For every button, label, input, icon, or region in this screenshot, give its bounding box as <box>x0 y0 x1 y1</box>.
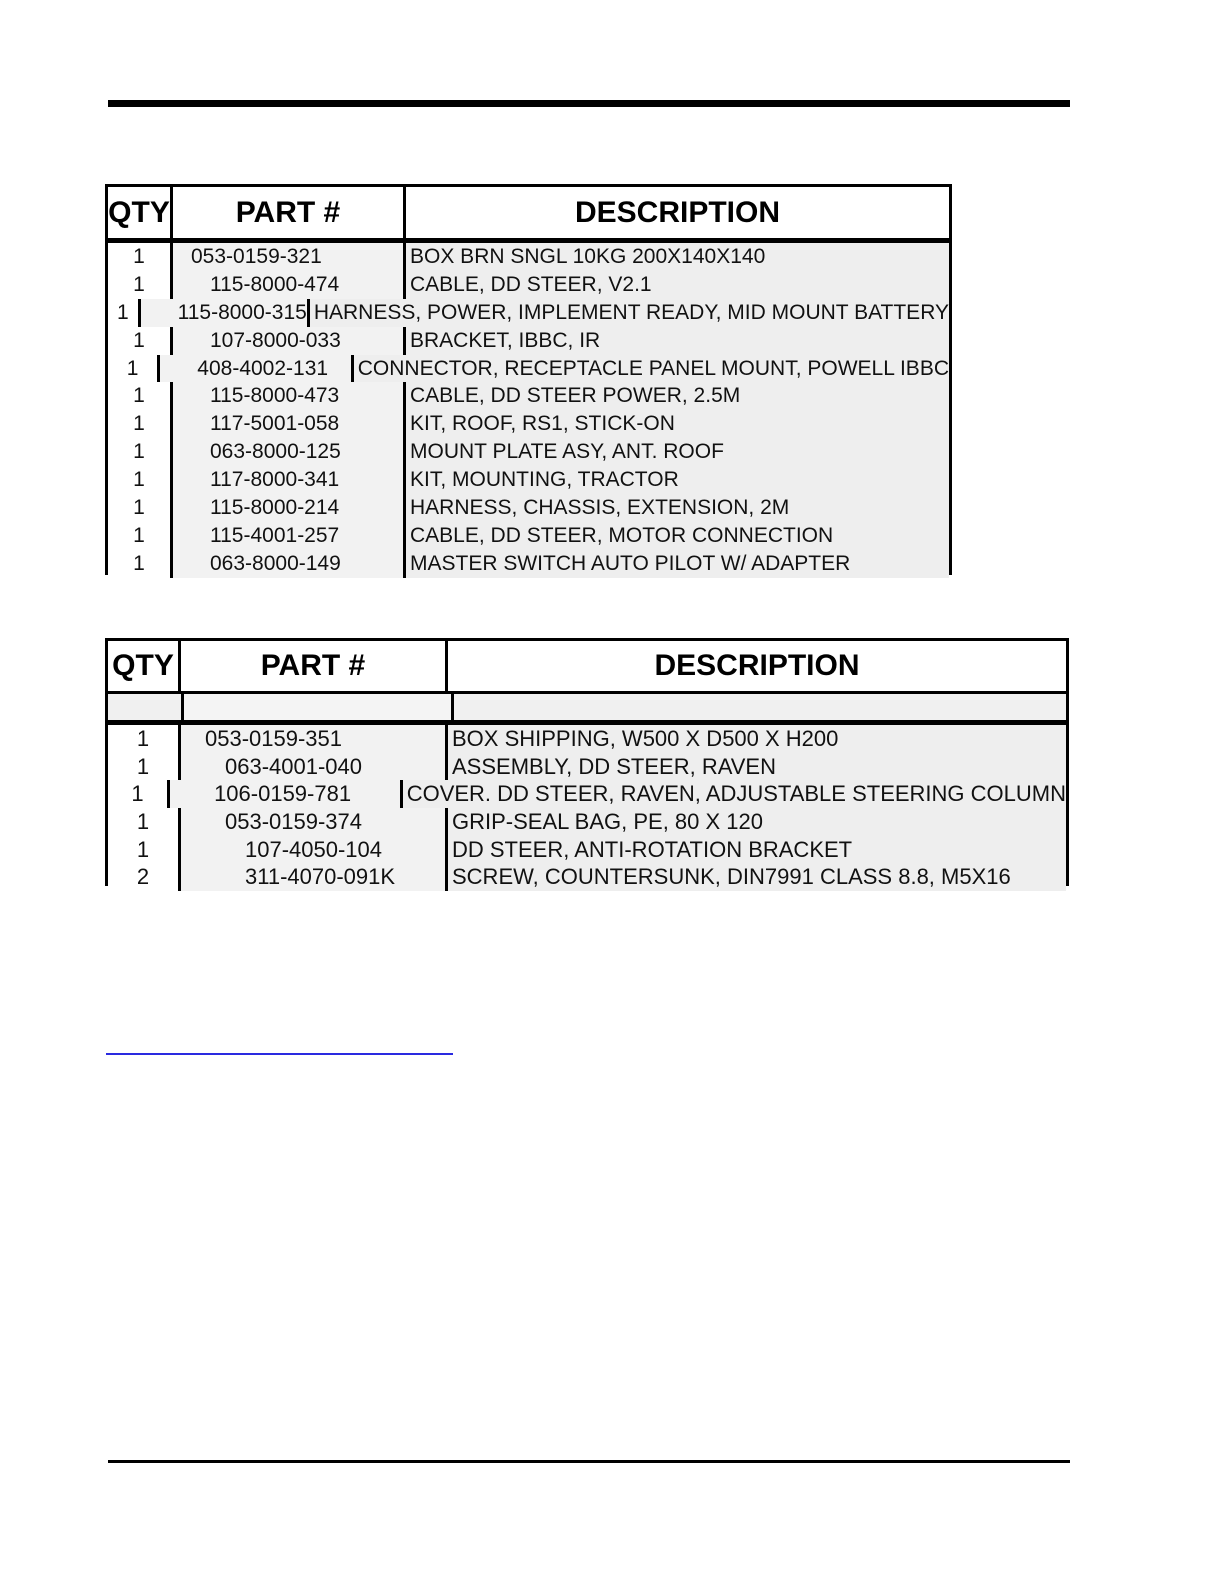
description-header: DESCRIPTION <box>406 187 949 238</box>
qty-cell: 2 <box>108 863 181 891</box>
description-cell: GRIP-SEAL BAG, PE, 80 X 120 <box>448 808 1066 836</box>
part-number-cell: 107-4050-104 <box>181 836 448 864</box>
part-header: PART # <box>181 641 448 691</box>
qty-cell: 1 <box>108 299 141 327</box>
description-cell: SCREW, COUNTERSUNK, DIN7991 CLASS 8.8, M5X16 <box>448 863 1066 891</box>
part-number-cell: 117-5001-058 <box>173 410 406 438</box>
description-cell: CABLE, DD STEER, MOTOR CONNECTION <box>406 522 949 550</box>
part-number-cell: 117-8000-341 <box>173 466 406 494</box>
part-number-cell: 107-8000-033 <box>173 327 406 355</box>
qty-cell: 1 <box>108 410 173 438</box>
qty-cell: 1 <box>108 808 181 836</box>
part-number-cell: 115-4001-257 <box>173 522 406 550</box>
part-number-cell: 063-8000-149 <box>173 550 406 578</box>
table-row <box>108 327 949 355</box>
table-row <box>108 243 949 271</box>
description-cell: MASTER SWITCH AUTO PILOT W/ ADAPTER <box>406 550 949 578</box>
part-number-cell: 115-8000-214 <box>173 494 406 522</box>
qty-cell: 1 <box>108 753 181 781</box>
part-number-cell: 115-8000-315 <box>141 299 310 327</box>
description-cell: CABLE, DD STEER, V2.1 <box>406 271 949 299</box>
description-cell: COVER. DD STEER, RAVEN, ADJUSTABLE STEERING COLUMN <box>403 780 1066 808</box>
table-row <box>108 355 949 383</box>
part-number-cell: 115-8000-474 <box>173 271 406 299</box>
table-row <box>108 494 949 522</box>
qty-cell: 1 <box>108 382 173 410</box>
description-cell: ASSEMBLY, DD STEER, RAVEN <box>448 753 1066 781</box>
qty-cell: 1 <box>108 550 173 578</box>
qty-cell: 1 <box>108 355 160 383</box>
footer-rule <box>108 1460 1070 1463</box>
table-header <box>108 641 1066 694</box>
part-number-cell: 106-0159-781 <box>170 780 403 808</box>
part-number-cell: 115-8000-473 <box>173 382 406 410</box>
description-cell: BOX SHIPPING, W500 X D500 X H200 <box>448 725 1066 753</box>
table-row <box>108 725 1066 753</box>
table-row <box>108 780 1066 808</box>
part-number-cell: 053-0159-321 <box>173 243 406 271</box>
description-cell: KIT, MOUNTING, TRACTOR <box>406 466 949 494</box>
qty-header: QTY <box>108 641 181 691</box>
qty-cell: 1 <box>108 494 173 522</box>
table-row <box>108 438 949 466</box>
table-row <box>108 836 1066 864</box>
description-cell: MOUNT PLATE ASY, ANT. ROOF <box>406 438 949 466</box>
description-cell: DD STEER, ANTI-ROTATION BRACKET <box>448 836 1066 864</box>
table-row <box>108 410 949 438</box>
description-cell: HARNESS, CHASSIS, EXTENSION, 2M <box>406 494 949 522</box>
qty-header: QTY <box>108 187 173 238</box>
part-number-cell: 408-4002-131 <box>160 355 353 383</box>
part-header: PART # <box>173 187 406 238</box>
qty-cell: 1 <box>108 725 181 753</box>
qty-cell: 1 <box>108 836 181 864</box>
description-cell: BOX BRN SNGL 10KG 200X140X140 <box>406 243 949 271</box>
qty-cell: 1 <box>108 271 173 299</box>
qty-cell: 1 <box>108 438 173 466</box>
description-cell: KIT, ROOF, RS1, STICK-ON <box>406 410 949 438</box>
table-body <box>108 725 1066 891</box>
qty-cell: 1 <box>108 522 173 550</box>
table-body <box>108 243 949 578</box>
table-row <box>108 863 1066 891</box>
part-number-cell: 063-4001-040 <box>181 753 448 781</box>
description-cell: CONNECTOR, RECEPTACLE PANEL MOUNT, POWELL IBBC <box>354 355 949 383</box>
part-number-cell: 053-0159-351 <box>181 725 448 753</box>
table-row <box>108 299 949 327</box>
hyperlink-underline[interactable] <box>106 1053 453 1055</box>
table-row <box>108 271 949 299</box>
qty-cell: 1 <box>108 243 173 271</box>
description-cell: CABLE, DD STEER POWER, 2.5M <box>406 382 949 410</box>
description-header: DESCRIPTION <box>448 641 1066 691</box>
parts-table-1 <box>105 184 952 575</box>
description-cell: BRACKET, IBBC, IR <box>406 327 949 355</box>
qty-cell: 1 <box>108 327 173 355</box>
parts-table-2 <box>105 638 1069 890</box>
table-row <box>108 466 949 494</box>
table-row <box>108 522 949 550</box>
table-header <box>108 187 949 243</box>
header-rule <box>108 100 1070 107</box>
table-row <box>108 808 1066 836</box>
qty-cell: 1 <box>108 466 173 494</box>
description-cell: HARNESS, POWER, IMPLEMENT READY, MID MOUNT BATTERY <box>310 299 949 327</box>
qty-cell: 1 <box>108 780 170 808</box>
table-row <box>108 382 949 410</box>
table-spacer-row <box>108 694 1066 725</box>
table-row <box>108 753 1066 781</box>
part-number-cell: 063-8000-125 <box>173 438 406 466</box>
part-number-cell: 053-0159-374 <box>181 808 448 836</box>
part-number-cell: 311-4070-091K <box>181 863 448 891</box>
table-row <box>108 550 949 578</box>
